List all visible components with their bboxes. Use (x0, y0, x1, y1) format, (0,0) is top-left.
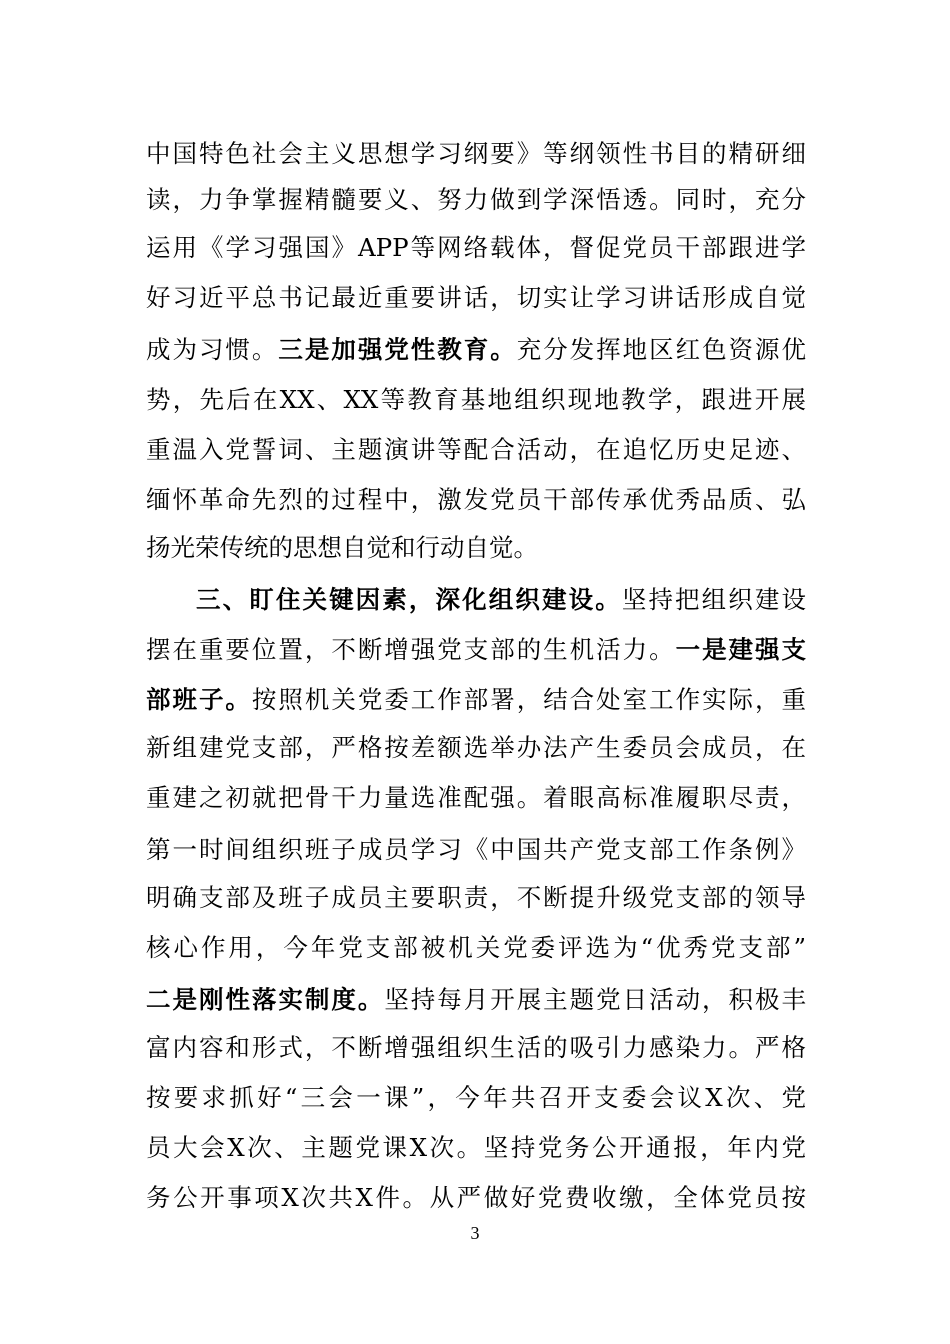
body-line-2 (146, 180, 806, 220)
body-line-18 (146, 980, 806, 1020)
text-run: 重建之初就把骨干力量选准配强。着眼高标准履职尽责， (146, 783, 806, 812)
body-line-21 (146, 1128, 806, 1168)
bold-heading-run: 部班子。 (146, 685, 252, 714)
body-line-9 (146, 528, 806, 568)
body-line-10 (196, 580, 806, 620)
section-heading-run: 三、盯住关键因素，深化组织建设。 (196, 585, 622, 614)
text-run: 第一时间组织班子成员学习《中国共产党支部工作条例》 (146, 835, 806, 864)
body-line-5 (146, 330, 806, 370)
page-number: 3 (470, 1223, 480, 1243)
text-run: 中国特色社会主义思想学习纲要》等纲领性书目的精研细 (146, 139, 806, 168)
body-line-1 (146, 134, 806, 174)
body-line-11 (146, 630, 806, 670)
text-run: 扬光荣传统的思想自觉和行动自觉。 (146, 533, 538, 562)
body-line-6 (146, 380, 806, 420)
text-run: 务公开事项X次共X件。从严做好党费收缴，全体党员按 (146, 1183, 806, 1212)
text-run: 好习近平总书记最近重要讲话，切实让学习讲话形成自觉 (146, 283, 806, 312)
body-line-16 (146, 878, 806, 918)
body-line-22 (146, 1178, 806, 1218)
text-run: 按照机关党委工作部署，结合处室工作实际，重 (251, 685, 807, 714)
text-run: 富内容和形式，不断增强组织生活的吸引力感染力。严格 (146, 1033, 806, 1062)
text-run: 成为习惯。 (146, 335, 279, 364)
text-run: 坚持把组织建设 (621, 585, 807, 614)
text-run: 摆在重要位置，不断增强党支部的生机活力。 (146, 635, 676, 664)
body-line-13 (146, 728, 806, 768)
text-run: 员大会X次、主题党课X次。坚持党务公开通报，年内党 (146, 1133, 806, 1162)
text-run: 重温入党誓词、主题演讲等配合活动，在追忆历史足迹、 (146, 435, 806, 464)
text-run: 坚持每月开展主题党日活动，积极丰 (384, 985, 806, 1014)
body-line-15 (146, 830, 806, 870)
body-line-3 (146, 228, 806, 268)
text-run: 新组建党支部，严格按差额选举办法产生委员会成员，在 (146, 733, 806, 762)
text-run: 缅怀革命先烈的过程中，激发党员干部传承优秀品质、弘 (146, 485, 806, 514)
body-line-8 (146, 480, 806, 520)
bold-heading-run: 一是建强支 (675, 635, 807, 664)
text-run: 按要求抓好“三会一课”，今年共召开支委会议X次、党 (146, 1083, 806, 1112)
body-line-12 (146, 680, 806, 720)
body-line-7 (146, 430, 806, 470)
text-run: 明确支部及班子成员主要职责，不断提升级党支部的领导 (146, 883, 806, 912)
body-line-19 (146, 1028, 806, 1068)
bold-heading-run: 二是刚性落实制度。 (146, 985, 385, 1014)
bold-heading-run: 三是加强党性教育。 (278, 335, 517, 364)
body-line-20 (146, 1078, 806, 1118)
text-run: 势，先后在XX、XX等教育基地组织现地教学，跟进开展 (146, 385, 806, 414)
text-run: 充分发挥地区红色资源优 (516, 335, 807, 364)
body-line-4 (146, 278, 806, 318)
text-run: 核心作用，今年党支部被机关党委评选为“优秀党支部” (146, 933, 806, 962)
text-run: 读，力争掌握精髓要义、努力做到学深悟透。同时，充分 (146, 185, 806, 214)
body-line-14 (146, 778, 806, 818)
body-line-17 (146, 928, 806, 968)
text-run: 运用《学习强国》APP等网络载体，督促党员干部跟进学 (146, 233, 806, 262)
